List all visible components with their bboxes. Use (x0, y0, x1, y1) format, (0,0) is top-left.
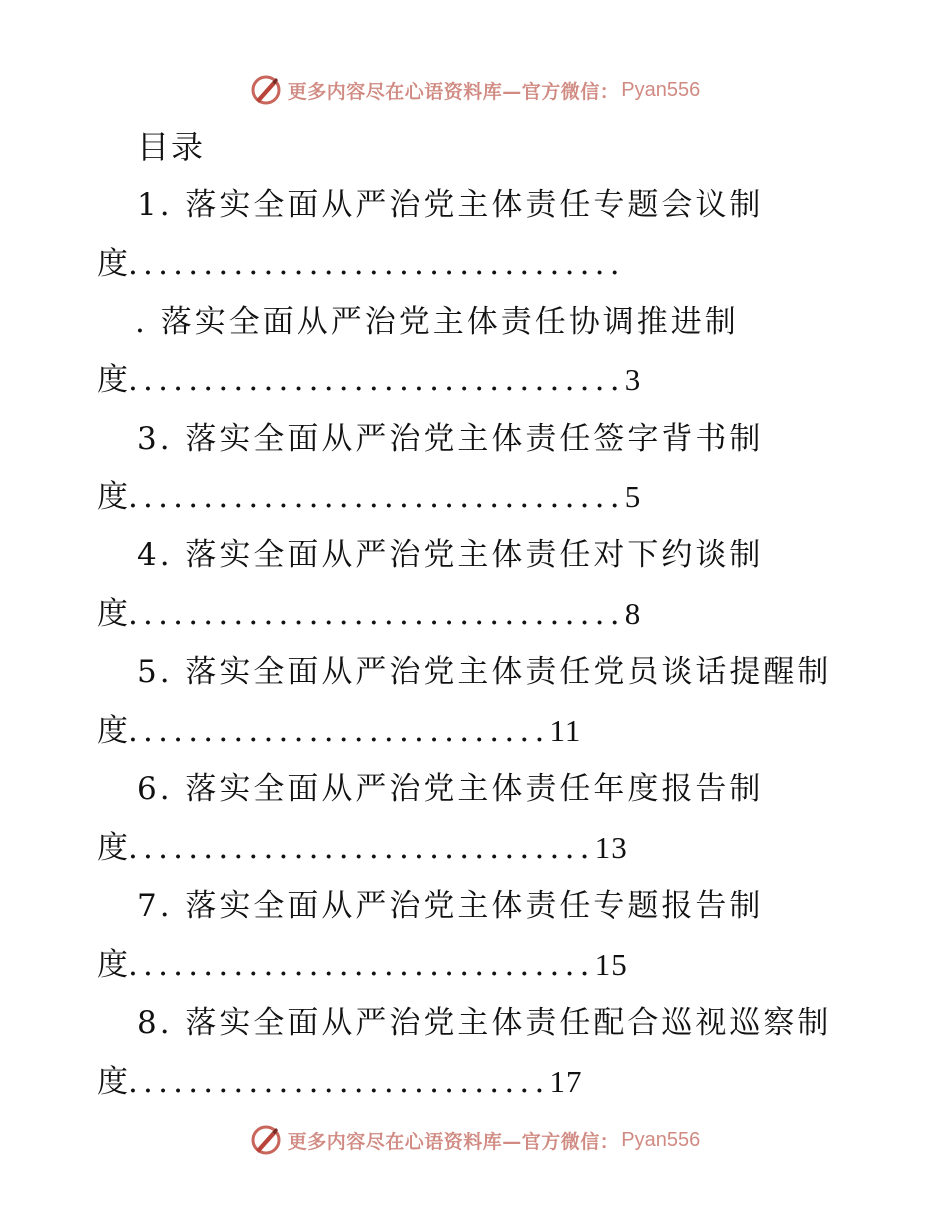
watermark-banner-bottom (0, 1120, 950, 1160)
toc-entry-page: 3 (624, 362, 642, 397)
toc-entry-page: 11 (549, 713, 582, 748)
toc-entry-page: 13 (594, 830, 628, 865)
watermark-text: 更多内容尽在心语资料库—官方微信： (287, 1130, 620, 1153)
toc-entry-cont: 度 (97, 479, 128, 515)
toc-entry-heading: 3. 落实全面从严治党主体责任签字背书制 (137, 421, 764, 457)
toc-entry-cont: 度 (97, 246, 128, 282)
toc-entry-heading: 5. 落实全面从严治党主体责任党员谈话提醒制 (137, 654, 832, 690)
toc-entry-cont: 度 (97, 1064, 128, 1100)
toc-entry-leader (97, 945, 628, 985)
toc-entry-cont: 度 (97, 947, 128, 983)
toc-title: 目录 (137, 128, 206, 166)
toc-entry-page: 5 (624, 479, 642, 514)
toc-entry-dots: ................................. (128, 362, 625, 398)
toc-entry-leader (97, 360, 641, 400)
toc-entry-leader (97, 828, 628, 868)
toc-entry-leader (97, 477, 641, 517)
toc-entry-dots: ............................... (128, 830, 595, 866)
toc-entry-dots: ................................. (128, 246, 625, 282)
toc-entry-heading: 4. 落实全面从严治党主体责任对下约谈制 (137, 537, 764, 573)
toc-entry-cont: 度 (97, 713, 128, 749)
toc-entry-cont: 度 (97, 830, 128, 866)
toc-entry-dots: ................................. (128, 596, 625, 632)
watermark-text: 更多内容尽在心语资料库—官方微信： (287, 80, 620, 103)
toc-entry-page: 17 (549, 1064, 583, 1099)
toc-entry-heading: 7. 落实全面从严治党主体责任专题报告制 (137, 888, 764, 924)
toc-entry-heading: 6. 落实全面从严治党主体责任年度报告制 (137, 771, 764, 807)
watermark-banner-top (0, 70, 950, 110)
toc-entry-cont: 度 (97, 596, 128, 632)
toc-entry-dots: ............................... (128, 947, 595, 983)
toc-entry-heading: . 落实全面从严治党主体责任协调推进制 (135, 304, 739, 340)
toc-entry-heading: 8. 落实全面从严治党主体责任配合巡视巡察制 (137, 1005, 832, 1041)
watermark-handle: Pyan556 (621, 1128, 701, 1151)
pen-logo-icon (250, 1124, 282, 1156)
toc-entry-page: 8 (624, 596, 642, 631)
toc-entry-leader (97, 594, 641, 634)
toc-entry-leader (97, 1062, 583, 1102)
toc-entry-dots: ................................. (128, 479, 625, 515)
watermark-handle: Pyan556 (621, 78, 701, 101)
pen-logo-icon (250, 74, 282, 106)
toc-entry-page: 15 (594, 947, 628, 982)
toc-entry-leader (97, 244, 625, 284)
toc-entry-cont: 度 (97, 362, 128, 398)
toc-entry-leader (97, 711, 581, 751)
toc-entry-dots: ............................ (128, 713, 550, 749)
toc-entry-dots: ............................ (128, 1064, 550, 1100)
toc-entry-heading: 1. 落实全面从严治党主体责任专题会议制 (137, 187, 764, 223)
